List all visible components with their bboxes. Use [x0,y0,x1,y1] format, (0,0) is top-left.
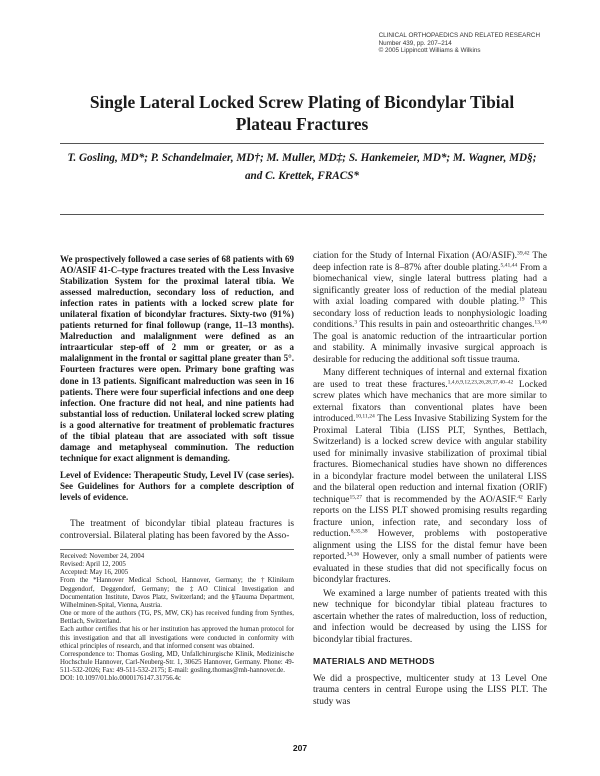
citation: 10,11,24 [355,413,375,420]
methods-paragraph: We did a prospective, multicenter study at 13 Level One trauma centers in central Europe using the LISS PLT. The study was [313,673,547,707]
correspondence: Correspondence to: Thomas Gosling, MD, Unfallchirurgische Klinik, Medizinische Hochschule Hannover, Carl-Neuberg-Str. 1, 30625 Hannover, Germany. Phone: 49-511-532-2026; Fax: 49-511-532-2175; E-mail: gosling.thomas@mh-hannover.de. [60,650,294,675]
received-date: Received: November 24, 2004 [60,553,145,560]
affiliations: From the *Hannover Medical School, Hannover, Germany; the †Klinikum Deggendorf, Deggendorf, Germany; the ‡AO Clinical Investigation and Documentation Institute, Davos Platz, Switzerland; and the §Tauuma Department, Wilhelminen-Spital, Vienna, Austria. [60,577,294,609]
citation: 42 [517,494,523,501]
citation: 1,4,6,9,12,23,26,28,37,40–42 [447,379,514,386]
ethics-certification: Each author certifies that his or her institution has approved the human protocol for this investigation and that all investigations were conducted in conformity with ethical principles of research, and that informed consent was obtained. [60,626,294,650]
study-aim-paragraph: We examined a large number of patients treated with this new technique for bicondylar tibial plateau fractures to ascertain whether the rates of malreduction, loss of reduction, and infection would be decreased by using the LISS for bicondylar tibial fractures. [313,588,547,645]
fixation-paragraph: Many different techniques of internal and external fixation are used to treat these fractures.$^{1,4,6,9,12,23,26,28,37,40-42}$ Locked screw plates which have mechanics that are more similar to external fixators than conventional plates have been introduced.$^{10,11,24}$ The Less Invasive Stabilizing System for the Proximal Lateral Tibia (LISS PLT, Synthes, Bettlach, Switzerland) is a locked screw device with angular stability used for minimally invasive stabilization of proximal tibial fractures. Biomechanical studies have shown no differences in a bicondylar fracture model between the unilateral LISS and the bilateral open reduction and internal fixation (ORIF) technique$^{15,27}$ that is recommended by the AO/ASIF.$^{42}$ Early reports on the LISS PLT showed promising results regarding fracture union, infection rate, and secondary loss of reduction.$^{8,35,38}$ However, problems with postoperative alignment using the LISS for the distal femur have been reported.$^{34,36}$ However, only a small number of patients were evaluated in these studies that did not specifically focus on bicondylar fractures. [313,368,547,585]
citation: 19 [519,296,525,303]
left-column [60,254,294,542]
article-title: Single Lateral Locked Screw Plating of Bicondylar Tibial Plateau Fractures [89,92,515,134]
citation: 8,35,38 [350,528,368,535]
citation: 39,42 [517,250,530,257]
right-column [313,251,547,708]
level-of-evidence: Level of Evidence: Therapeutic Study, Level IV (case series). See Guidelines for Authors for a complete description of levels of evidence. [60,469,294,502]
journal-name: CLINICAL ORTHOPAEDICS AND RELATED RESEARCH [378,32,540,39]
section-heading: MATERIALS AND METHODS [313,656,435,666]
journal-copyright: © 2005 Lippincott Williams & Wilkins [378,47,481,55]
intro-paragraph: The treatment of bicondylar tibial plateau fractures is controversial. Bilateral plating has been favored by the Asso- [60,519,294,541]
doi: DOI: 10.1097/01.blo.0000176147.31756.4c [60,675,181,683]
revised-date: Revised: April 12, 2005 [60,561,126,569]
page-number: 207 [292,743,308,753]
funding-disclosure: One or more of the authors (TG, PS, MW, CK) has received funding from Synthes, Bettlach, Switzerland. [60,610,294,626]
intro-continuation: ciation for the Study of Internal Fixation (AO/ASIF).$^{39,42}$ The deep infection rate is 8–87% after double plating.$^{5,41,44}$ From a biomechanical view, single lateral buttress plating had a significantly greater loss of reduction of the medial plateau with axial loading compared with double plating.$^{19}$ This secondary loss of reduction leads to nonphysiologic loading conditions.$^3$ This results in pain and osteoarthritic changes.$^{13,40}$ The goal is anatomic reduction of the intraarticular portion and stability. A minimally invasive surgical approach is desirable for reducing the additional soft tissue trauma. [313,250,548,365]
citation: 5,41,44 [500,262,518,269]
citation: 34,36 [346,551,360,558]
journal-header [379,32,540,55]
abstract: We prospectively followed a case series of 68 patients with 69 AO/ASIF 41-C–type fractures treated with the Less Invasive Stabilization System for the proximal lateral tibia. We assessed malreduction, secondary loss of reduction, and infection rates in patients with a locked screw plate for unilateral fixation of bicondylar fractures. Sixty-two (91%) patients returned for final followup (range, 11–13 months). Malreduction and malalignment were defined as an intraarticular step-off of 2 mm or greater, or as a malalignment in the frontal or sagittal plane greater than 5°. Fourteen fractures were open. Primary bone grafting was done in 13 patients. Significant malreduction was seen in 16 patients. There were four superficial infections and one deep infection. One fracture did not heal, and nine patients had substantial loss of reduction. Unilateral locked screw plating is a good alternative for treatment of problematic fractures of the tibial plateau that are associated with soft tissue damage and metaphyseal comminution. The reduction technique for exact alignment is demanding. [60,254,294,463]
accepted-date: Accepted: May 16, 2005 [60,569,129,577]
citation: 3 [354,319,358,326]
citation: 13,40 [534,319,547,326]
title-rule [60,143,544,144]
citation: 15,27 [349,494,363,501]
article-footnotes [60,549,294,684]
journal-issue: Number 439, pp. 207–214 [378,39,452,47]
author-rule [60,214,544,215]
author-list: T. Gosling, MD*; P. Schandelmaier, MD†; M. Muller, MD‡; S. Hankemeier, MD*; M. Wagner, MD§; and C. Krettek, FRACS* [67,152,537,182]
